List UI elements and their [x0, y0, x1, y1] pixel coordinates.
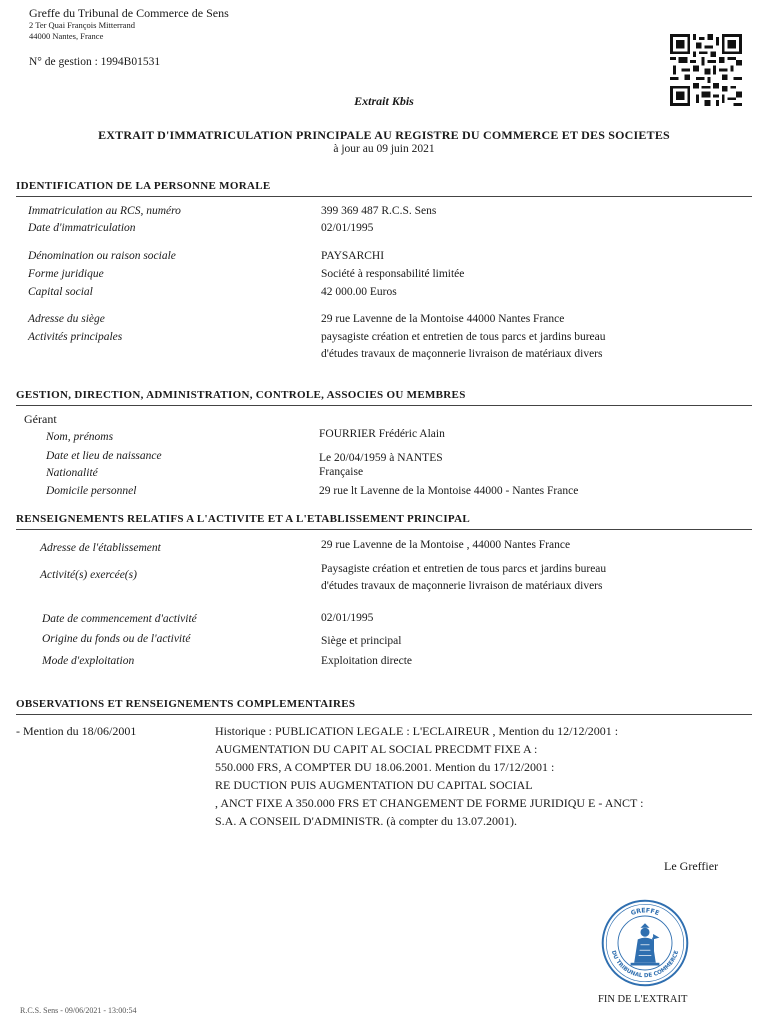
field-label: Date de commencement d'activité	[42, 613, 197, 625]
field-value: 42 000.00 Euros	[321, 286, 397, 298]
field-label: Dénomination ou raison sociale	[28, 250, 176, 262]
field-value: 29 rue Lavenne de la Montoise , 44000 Nantes France	[321, 539, 571, 551]
field-value: 399 369 487 R.C.S. Sens	[321, 205, 437, 217]
field-label: Date d'immatriculation	[28, 222, 136, 234]
field-label: Activités principales	[28, 331, 123, 343]
field-value: Le 20/04/1959 à NANTES	[319, 452, 443, 464]
field-value-continued: d'études travaux de maçonnerie livraison de matériaux divers	[321, 348, 603, 360]
field-value: 29 rue Lavenne de la Montoise 44000 Nantes France	[321, 313, 565, 325]
field-label: Activité(s) exercée(s)	[40, 569, 137, 581]
section-divider	[16, 714, 752, 715]
court-address-line2: 44000 Nantes, France	[29, 31, 104, 41]
field-label: Forme juridique	[28, 268, 104, 280]
role-label: Gérant	[24, 412, 57, 426]
field-label: Capital social	[28, 286, 93, 298]
signature-label: Le Greffier	[664, 859, 719, 873]
field-value: FOURRIER Frédéric Alain	[319, 428, 445, 440]
document-kind: Extrait Kbis	[354, 94, 414, 108]
court-address-line1: 2 Ter Quai François Mitterrand	[29, 20, 135, 30]
field-value: Exploitation directe	[321, 655, 413, 667]
field-label: Domicile personnel	[46, 485, 137, 497]
section-heading-management: GESTION, DIRECTION, ADMINISTRATION, CONTROLE, ASSOCIES OU MEMBRES	[16, 389, 466, 401]
section-divider	[16, 196, 752, 197]
observation-line: S.A. A CONSEIL D'ADMINISTR. (à compter du 13.07.2001).	[215, 814, 518, 828]
field-label: Immatriculation au RCS, numéro	[28, 205, 181, 217]
court-seal-icon	[600, 898, 690, 988]
field-value: PAYSARCHI	[321, 250, 385, 262]
svg-text:GREFFE: GREFFE	[629, 907, 661, 918]
field-value: paysagiste création et entretien de tous parcs et jardins bureau	[321, 331, 606, 343]
observation-line: AUGMENTATION DU CAPIT AL SOCIAL PRECDMT FIXE A :	[215, 742, 538, 756]
field-value: 02/01/1995	[321, 222, 374, 234]
field-label: Adresse de l'établissement	[40, 542, 161, 554]
field-label: Date et lieu de naissance	[46, 450, 162, 462]
observation-line: Historique : PUBLICATION LEGALE : L'ECLAIREUR , Mention du 12/12/2001 :	[215, 724, 619, 738]
section-divider	[16, 529, 752, 530]
mention-date: - Mention du 18/06/2001	[16, 724, 137, 738]
section-heading-activity: RENSEIGNEMENTS RELATIFS A L'ACTIVITE ET A L'ETABLISSEMENT PRINCIPAL	[16, 513, 471, 525]
svg-text:DU TRIBUNAL DE COMMERCE: DU TRIBUNAL DE COMMERCE	[609, 949, 681, 980]
section-heading-identification: IDENTIFICATION DE LA PERSONNE MORALE	[16, 180, 271, 192]
field-value-continued: d'études travaux de maçonnerie livraison de matériaux divers	[321, 580, 603, 592]
observation-line: 550.000 FRS, A COMPTER DU 18.06.2001. Mention du 17/12/2001 :	[215, 760, 555, 774]
field-label: Adresse du siège	[28, 313, 105, 325]
field-label: Nationalité	[46, 467, 98, 479]
field-value: Française	[319, 466, 364, 478]
field-label: Origine du fonds ou de l'activité	[42, 633, 191, 645]
field-value: Paysagiste création et entretien de tous parcs et jardins bureau	[321, 563, 607, 575]
court-name: Greffe du Tribunal de Commerce de Sens	[29, 6, 229, 20]
field-value: 29 rue lt Lavenne de la Montoise 44000 - Nantes France	[319, 485, 579, 497]
field-label: Mode d'exploitation	[42, 655, 135, 667]
field-value: Siège et principal	[321, 635, 402, 647]
field-value: Société à responsabilité limitée	[321, 268, 465, 280]
management-number: N° de gestion : 1994B01531	[29, 56, 161, 68]
observation-line: RE DUCTION PUIS AUGMENTATION DU CAPITAL SOCIAL	[215, 778, 533, 792]
section-heading-observations: OBSERVATIONS ET RENSEIGNEMENTS COMPLEMENTAIRES	[16, 698, 356, 710]
generation-timestamp: R.C.S. Sens - 09/06/2021 - 13:00:54	[20, 1006, 137, 1015]
document-title: EXTRAIT D'IMMATRICULATION PRINCIPALE AU REGISTRE DU COMMERCE ET DES SOCIETES	[98, 128, 670, 142]
end-of-extract: FIN DE L'EXTRAIT	[598, 994, 688, 1005]
field-value: 02/01/1995	[321, 612, 374, 624]
observation-line: , ANCT FIXE A 350.000 FRS ET CHANGEMENT DE FORME JURIDIQU E - ANCT :	[215, 796, 644, 810]
field-label: Nom, prénoms	[46, 431, 114, 443]
update-date: à jour au 09 juin 2021	[333, 143, 435, 155]
section-divider	[16, 405, 752, 406]
